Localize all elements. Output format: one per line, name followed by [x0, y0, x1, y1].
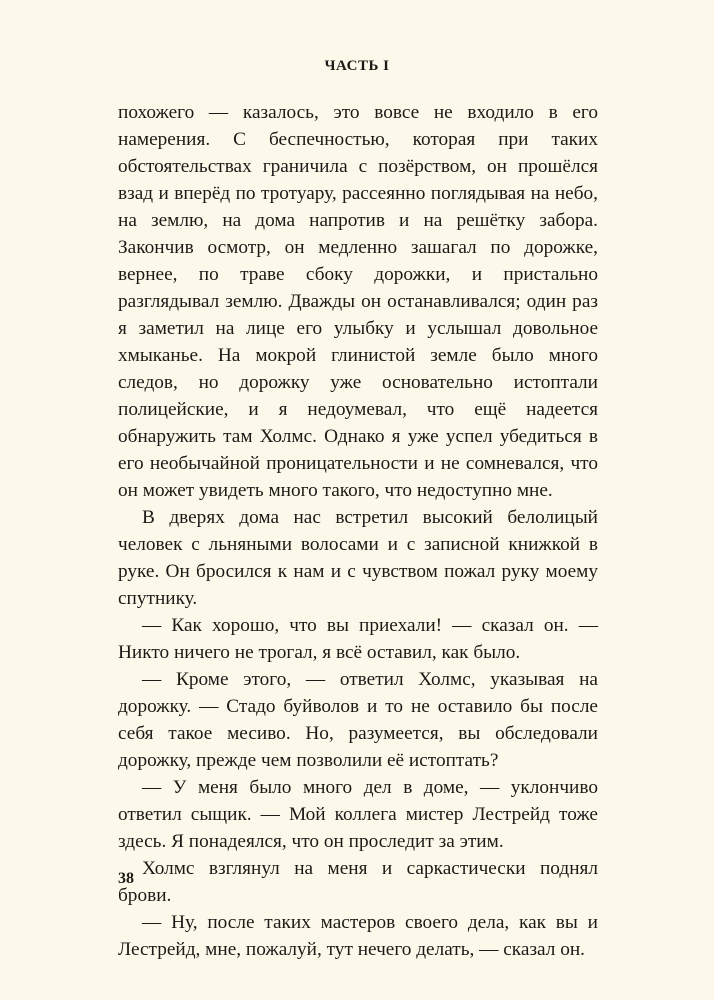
- paragraph: — У меня было много дел в доме, — уклончиво ответил сыщик. — Мой коллега мистер Лестрейд тоже здесь. Я понадеялся, что он проследит за этим.: [118, 777, 598, 852]
- page-number: 38: [118, 870, 134, 887]
- paragraph: В дверях дома нас встретил высокий белолицый человек с льняными волосами и с записной книжкой в руке. Он бросился к нам и с чувством пожал руку моему спутнику.: [118, 507, 598, 609]
- paragraph: — Кроме этого, — ответил Холмс, указывая на дорожку. — Стадо буйволов и то не оставило бы после себя такое месиво. Но, разумеется, вы обследовали дорожку, прежде чем позволили её истоптать?: [118, 669, 598, 771]
- body-text: [118, 99, 598, 963]
- paragraph: — Как хорошо, что вы приехали! — сказал он. — Никто ничего не трогал, я всё оставил, как было.: [118, 615, 598, 663]
- running-header: ЧАСТЬ I: [324, 58, 390, 74]
- paragraph: Холмс взглянул на меня и саркастически поднял брови.: [118, 858, 598, 906]
- paragraph: — Ну, после таких мастеров своего дела, как вы и Лестрейд, мне, пожалуй, тут нечего делать, — сказал он.: [118, 912, 598, 960]
- paragraph-continued: похожего — казалось, это вовсе не входило в его намерения. С беспечностью, которая при таких обстоятельствах граничила с позёрством, он прошёлся взад и вперёд по тротуару, рассеянно поглядывая на небо, на землю, на дома напротив и на решётку забора. Закончив осмотр, он медленно зашагал по дорожке, вернее, по траве сбоку дорожки, и пристально разглядывал землю. Дважды он останавливался; один раз я заметил на лице его улыбку и услышал довольное хмыканье. На мокрой глинистой земле было много следов, но дорожку уже основательно истоптали полицейские, и я недоумевал, что ещё надеется обнаружить там Холмс. Однако я уже успел убедиться в его необычайной проницательности и не сомневался, что он может увидеть много такого, что недоступно мне.: [118, 102, 598, 501]
